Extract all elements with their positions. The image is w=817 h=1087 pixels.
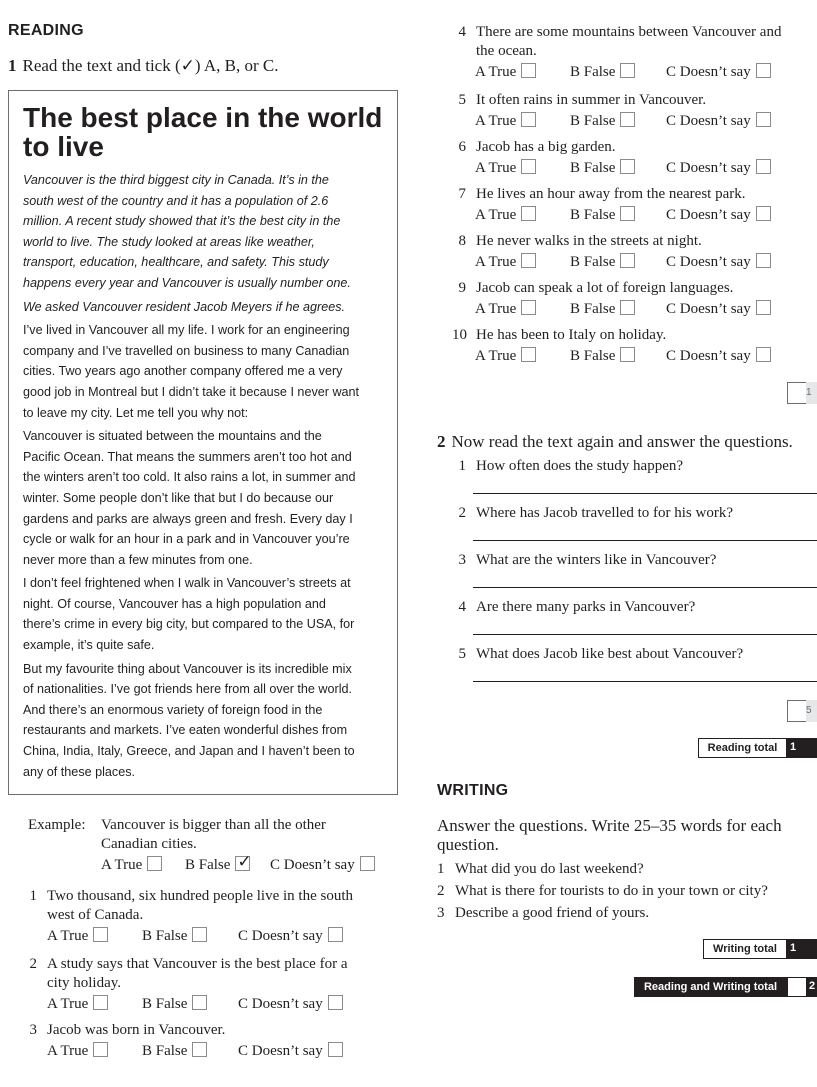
statement-options: [475, 253, 817, 273]
checkbox[interactable]: [521, 347, 536, 362]
article-line: We asked Vancouver resident Jacob Meyers if he agrees.: [23, 299, 346, 314]
checkbox[interactable]: [147, 856, 162, 871]
writing-instruction-line1: Answer the questions. Write 25–35 words for each: [437, 816, 782, 835]
article-line: to leave my city. Let me tell you why not:: [23, 405, 249, 420]
answer-line[interactable]: [473, 493, 817, 494]
checkbox[interactable]: [620, 159, 635, 174]
checkbox[interactable]: [93, 1042, 108, 1057]
writing-question-number: 3: [437, 905, 445, 921]
checkbox[interactable]: [756, 206, 771, 221]
statement-item: [452, 232, 817, 273]
checkbox[interactable]: [328, 1042, 343, 1057]
statement-text: He has been to Italy on holiday.: [476, 327, 667, 343]
statement-item: [23, 1021, 413, 1062]
checkbox[interactable]: [620, 63, 635, 78]
checkbox[interactable]: [192, 995, 207, 1010]
grand-total-label: Reading and Writing total: [634, 977, 787, 997]
task1-text: Read the text and tick (✓) A, B, or C.: [22, 56, 279, 75]
writing-total-label: Writing total: [703, 939, 787, 959]
statement-item: [452, 185, 817, 226]
article-title-line1: The best place in the world: [23, 102, 383, 133]
article-paragraph: [23, 320, 393, 423]
example-line1: Vancouver is bigger than all the other: [101, 817, 326, 833]
option-a: A True: [475, 112, 536, 131]
checkbox[interactable]: [620, 206, 635, 221]
option-b: B False: [570, 300, 635, 319]
writing-question-number: 2: [437, 883, 445, 899]
statement-item: [452, 279, 817, 320]
statement-text: Jacob was born in Vancouver.: [47, 1022, 226, 1038]
example-label: Example:: [28, 817, 86, 833]
article-line: winter. Some people don’t like that but I do because our: [23, 490, 334, 505]
article-paragraph: [23, 659, 393, 783]
example-option-b: B False ✓: [185, 852, 252, 873]
question-text: What does Jacob like best about Vancouver?: [476, 646, 744, 662]
writing-question: [437, 904, 817, 924]
question-text: Where has Jacob travelled to for his work?: [476, 505, 733, 521]
statement-text: He lives an hour away from the nearest park.: [476, 186, 746, 202]
option-c: C Doesn’t say: [666, 347, 771, 366]
statement-options: [475, 300, 817, 320]
article-line: I’ve lived in Vancouver all my life. I work for an engineering: [23, 323, 350, 338]
statement-options: [47, 995, 407, 1015]
article-line: the winters aren’t too cold. It also rains a lot, in summer and: [23, 470, 356, 485]
statement-number: 6: [458, 139, 466, 155]
reading-total-value: 1: [787, 738, 817, 758]
article-line: cycle or walk for an hour in a park and in Vancouver you’re: [23, 532, 350, 547]
writing-question-text: What did you do last weekend?: [455, 861, 644, 877]
option-c: C Doesn’t say: [666, 300, 771, 319]
statement-number: 10: [452, 327, 467, 343]
statement-text: Jacob can speak a lot of foreign languages.: [476, 280, 734, 296]
article-line: good job in Montreal but I didn’t take it because I never want: [23, 384, 360, 399]
article-line: transport, education, healthcare, and safety. This study: [23, 255, 329, 270]
checkbox[interactable]: [192, 927, 207, 942]
checkbox[interactable]: [192, 1042, 207, 1057]
checkbox[interactable]: [756, 253, 771, 268]
checkbox[interactable]: [756, 63, 771, 78]
article-paragraph: [23, 426, 393, 570]
writing-question-number: 1: [437, 861, 445, 877]
writing-total-value: 1: [787, 939, 817, 959]
article-line: China, India, Italy, Greece, and Japan and I haven’t been to: [23, 744, 355, 759]
option-c: C Doesn’t say: [666, 159, 771, 178]
checkbox[interactable]: [756, 159, 771, 174]
question-item: [452, 504, 817, 544]
option-a: A True: [47, 1042, 108, 1061]
question-item: [452, 598, 817, 638]
answer-line[interactable]: [473, 587, 817, 588]
option-b: B False: [570, 112, 635, 131]
question-item: [452, 457, 817, 497]
checkbox[interactable]: [93, 995, 108, 1010]
statement-options: [475, 206, 817, 226]
checkbox[interactable]: [521, 159, 536, 174]
checkbox[interactable]: [521, 63, 536, 78]
statement-text: west of Canada.: [47, 907, 144, 923]
statement-number: 3: [29, 1022, 37, 1038]
option-a: A True: [47, 995, 108, 1014]
writing-question-text: What is there for tourists to do in your town or city?: [455, 883, 768, 899]
statement-text: city holiday.: [47, 975, 122, 991]
option-c: C Doesn’t say: [238, 995, 343, 1014]
writing-heading: WRITING: [437, 782, 509, 799]
option-b: B False: [570, 347, 635, 366]
statement-text: There are some mountains between Vancouver and: [476, 24, 782, 40]
checkbox[interactable]: [328, 927, 343, 942]
statement-options: [475, 112, 817, 132]
option-c: C Doesn’t say: [666, 63, 771, 82]
statement-number: 4: [458, 24, 466, 40]
article-line: of nationalities. I’ve got friends here from all over the world.: [23, 682, 352, 697]
question-item: [452, 645, 817, 685]
article-line: gardens and parks are always green and fresh. Every day I: [23, 511, 353, 526]
option-a: A True: [475, 347, 536, 366]
task1-instruction: [8, 56, 278, 76]
task1-score-digit: 1: [806, 382, 817, 404]
article-line: happens every year and Vancouver is usually number one.: [23, 275, 351, 290]
option-a: A True: [475, 159, 536, 178]
statement-item: [452, 326, 817, 367]
article-line: example, it’s quite safe.: [23, 638, 155, 653]
option-c: C Doesn’t say: [666, 253, 771, 272]
article-line: And there’s an enormous variety of foreign food in the: [23, 702, 323, 717]
checkbox[interactable]: [756, 112, 771, 127]
statement-item: [23, 887, 413, 947]
example-option-a: A True: [101, 856, 162, 874]
checkbox[interactable]: [521, 300, 536, 315]
writing-instruction-line2: question.: [437, 835, 499, 854]
statement-number: 7: [458, 186, 466, 202]
statement-number: 9: [458, 280, 466, 296]
option-b: B False: [142, 1042, 207, 1061]
article-paragraph: [23, 170, 393, 294]
question-number: 4: [458, 599, 466, 615]
article-line: Pacific Ocean. That means the summers aren’t too hot and: [23, 449, 352, 464]
statement-item: [23, 955, 413, 1015]
task2-score-digit: 5: [806, 700, 817, 722]
option-b: B False: [142, 995, 207, 1014]
article-line: there’s crime in every big city, but compared to the USA, for: [23, 617, 355, 632]
writing-question: [437, 882, 817, 902]
example-option-c: C Doesn’t say: [270, 856, 375, 874]
checkbox[interactable]: [521, 206, 536, 221]
article-line: Vancouver is the third biggest city in Canada. It’s in the: [23, 173, 329, 187]
article-line: Vancouver is situated between the mountains and the: [23, 429, 322, 444]
example-line2: Canadian cities.: [101, 836, 197, 852]
writing-instruction: [437, 816, 782, 854]
checkbox[interactable]: [756, 347, 771, 362]
question-text: What are the winters like in Vancouver?: [476, 552, 717, 568]
statement-item: [452, 138, 817, 179]
article-paragraph: [23, 297, 393, 318]
answer-line[interactable]: [473, 681, 817, 682]
checkbox[interactable]: [521, 112, 536, 127]
checkbox[interactable]: [620, 300, 635, 315]
checkbox[interactable]: [360, 856, 375, 871]
option-a: A True: [475, 253, 536, 272]
tick-icon: ✓: [237, 852, 252, 872]
question-text: How often does the study happen?: [476, 458, 684, 474]
statement-item: [452, 23, 817, 83]
article-line: south west of the country and it has a population of 2.6: [23, 193, 329, 208]
article-line: night. Of course, Vancouver has a high population and: [23, 596, 326, 611]
writing-question: [437, 860, 817, 880]
writing-question-text: Describe a good friend of yours.: [455, 905, 650, 921]
option-a: A True: [47, 927, 108, 946]
article-body: [23, 170, 393, 782]
article-line: restaurants and markets. I’ve eaten wonderful dishes from: [23, 723, 348, 738]
option-b: B False: [570, 63, 635, 82]
task1-number: 1: [8, 56, 17, 75]
option-c: C Doesn’t say: [666, 112, 771, 131]
article-line: world to live. The study looked at areas like weather,: [23, 234, 315, 249]
grand-total-value: 2: [806, 977, 817, 997]
question-number: 1: [458, 458, 466, 474]
statement-item: [452, 91, 817, 132]
task2-instruction: [437, 432, 793, 452]
article-title: [23, 103, 382, 161]
option-b: B False: [570, 253, 635, 272]
reading-total-label: Reading total: [698, 738, 787, 758]
reading-heading: READING: [8, 22, 84, 39]
question-item: [452, 551, 817, 591]
example-options: [101, 852, 401, 876]
option-c: C Doesn’t say: [666, 206, 771, 225]
option-a: A True: [475, 300, 536, 319]
article-paragraph: [23, 573, 393, 655]
option-c: C Doesn’t say: [238, 1042, 343, 1061]
statement-text: It often rains in summer in Vancouver.: [476, 92, 707, 108]
question-number: 5: [458, 646, 466, 662]
checkbox-checked[interactable]: [235, 852, 252, 872]
checkbox[interactable]: [328, 995, 343, 1010]
statement-options: [475, 159, 817, 179]
checkbox[interactable]: [620, 112, 635, 127]
statement-text: He never walks in the streets at night.: [476, 233, 702, 249]
checkbox[interactable]: [756, 300, 771, 315]
statement-options: [475, 347, 817, 367]
statement-text: the ocean.: [476, 43, 537, 59]
option-b: B False: [142, 927, 207, 946]
article-line: never more than a few minutes from one.: [23, 552, 253, 567]
option-b: B False: [570, 159, 635, 178]
checkbox[interactable]: [620, 347, 635, 362]
question-number: 3: [458, 552, 466, 568]
article-title-line2: to live: [23, 131, 104, 162]
statement-options: [475, 63, 817, 83]
statement-text: Two thousand, six hundred people live in the south: [47, 888, 353, 904]
article-line: company and I’ve travelled on business to many Canadian: [23, 343, 350, 358]
checkbox[interactable]: [620, 253, 635, 268]
statement-text: Jacob has a big garden.: [476, 139, 616, 155]
article-line: any of these places.: [23, 764, 136, 779]
option-c: C Doesn’t say: [238, 927, 343, 946]
option-a: A True: [475, 206, 536, 225]
checkbox[interactable]: [521, 253, 536, 268]
article-line: But my favourite thing about Vancouver is its incredible mix: [23, 661, 352, 676]
checkbox[interactable]: [93, 927, 108, 942]
answer-line[interactable]: [473, 540, 817, 541]
statement-number: 8: [458, 233, 466, 249]
statement-number: 2: [29, 956, 37, 972]
answer-line[interactable]: [473, 634, 817, 635]
statement-number: 1: [29, 888, 37, 904]
article-line: cities. Two years ago another company offered me a very: [23, 364, 343, 379]
statement-options: [47, 927, 407, 947]
statement-options: [47, 1042, 407, 1062]
article-line: I don’t feel frightened when I walk in Vancouver’s streets at: [23, 576, 351, 591]
task2-text: Now read the text again and answer the questions.: [451, 432, 793, 451]
question-number: 2: [458, 505, 466, 521]
question-text: Are there many parks in Vancouver?: [476, 599, 696, 615]
task2-number: 2: [437, 432, 446, 451]
option-b: B False: [570, 206, 635, 225]
statement-text: A study says that Vancouver is the best place for a: [47, 956, 348, 972]
option-a: A True: [475, 63, 536, 82]
article-line: million. A recent study showed that it’s the best city in the: [23, 214, 341, 229]
statement-number: 5: [458, 92, 466, 108]
